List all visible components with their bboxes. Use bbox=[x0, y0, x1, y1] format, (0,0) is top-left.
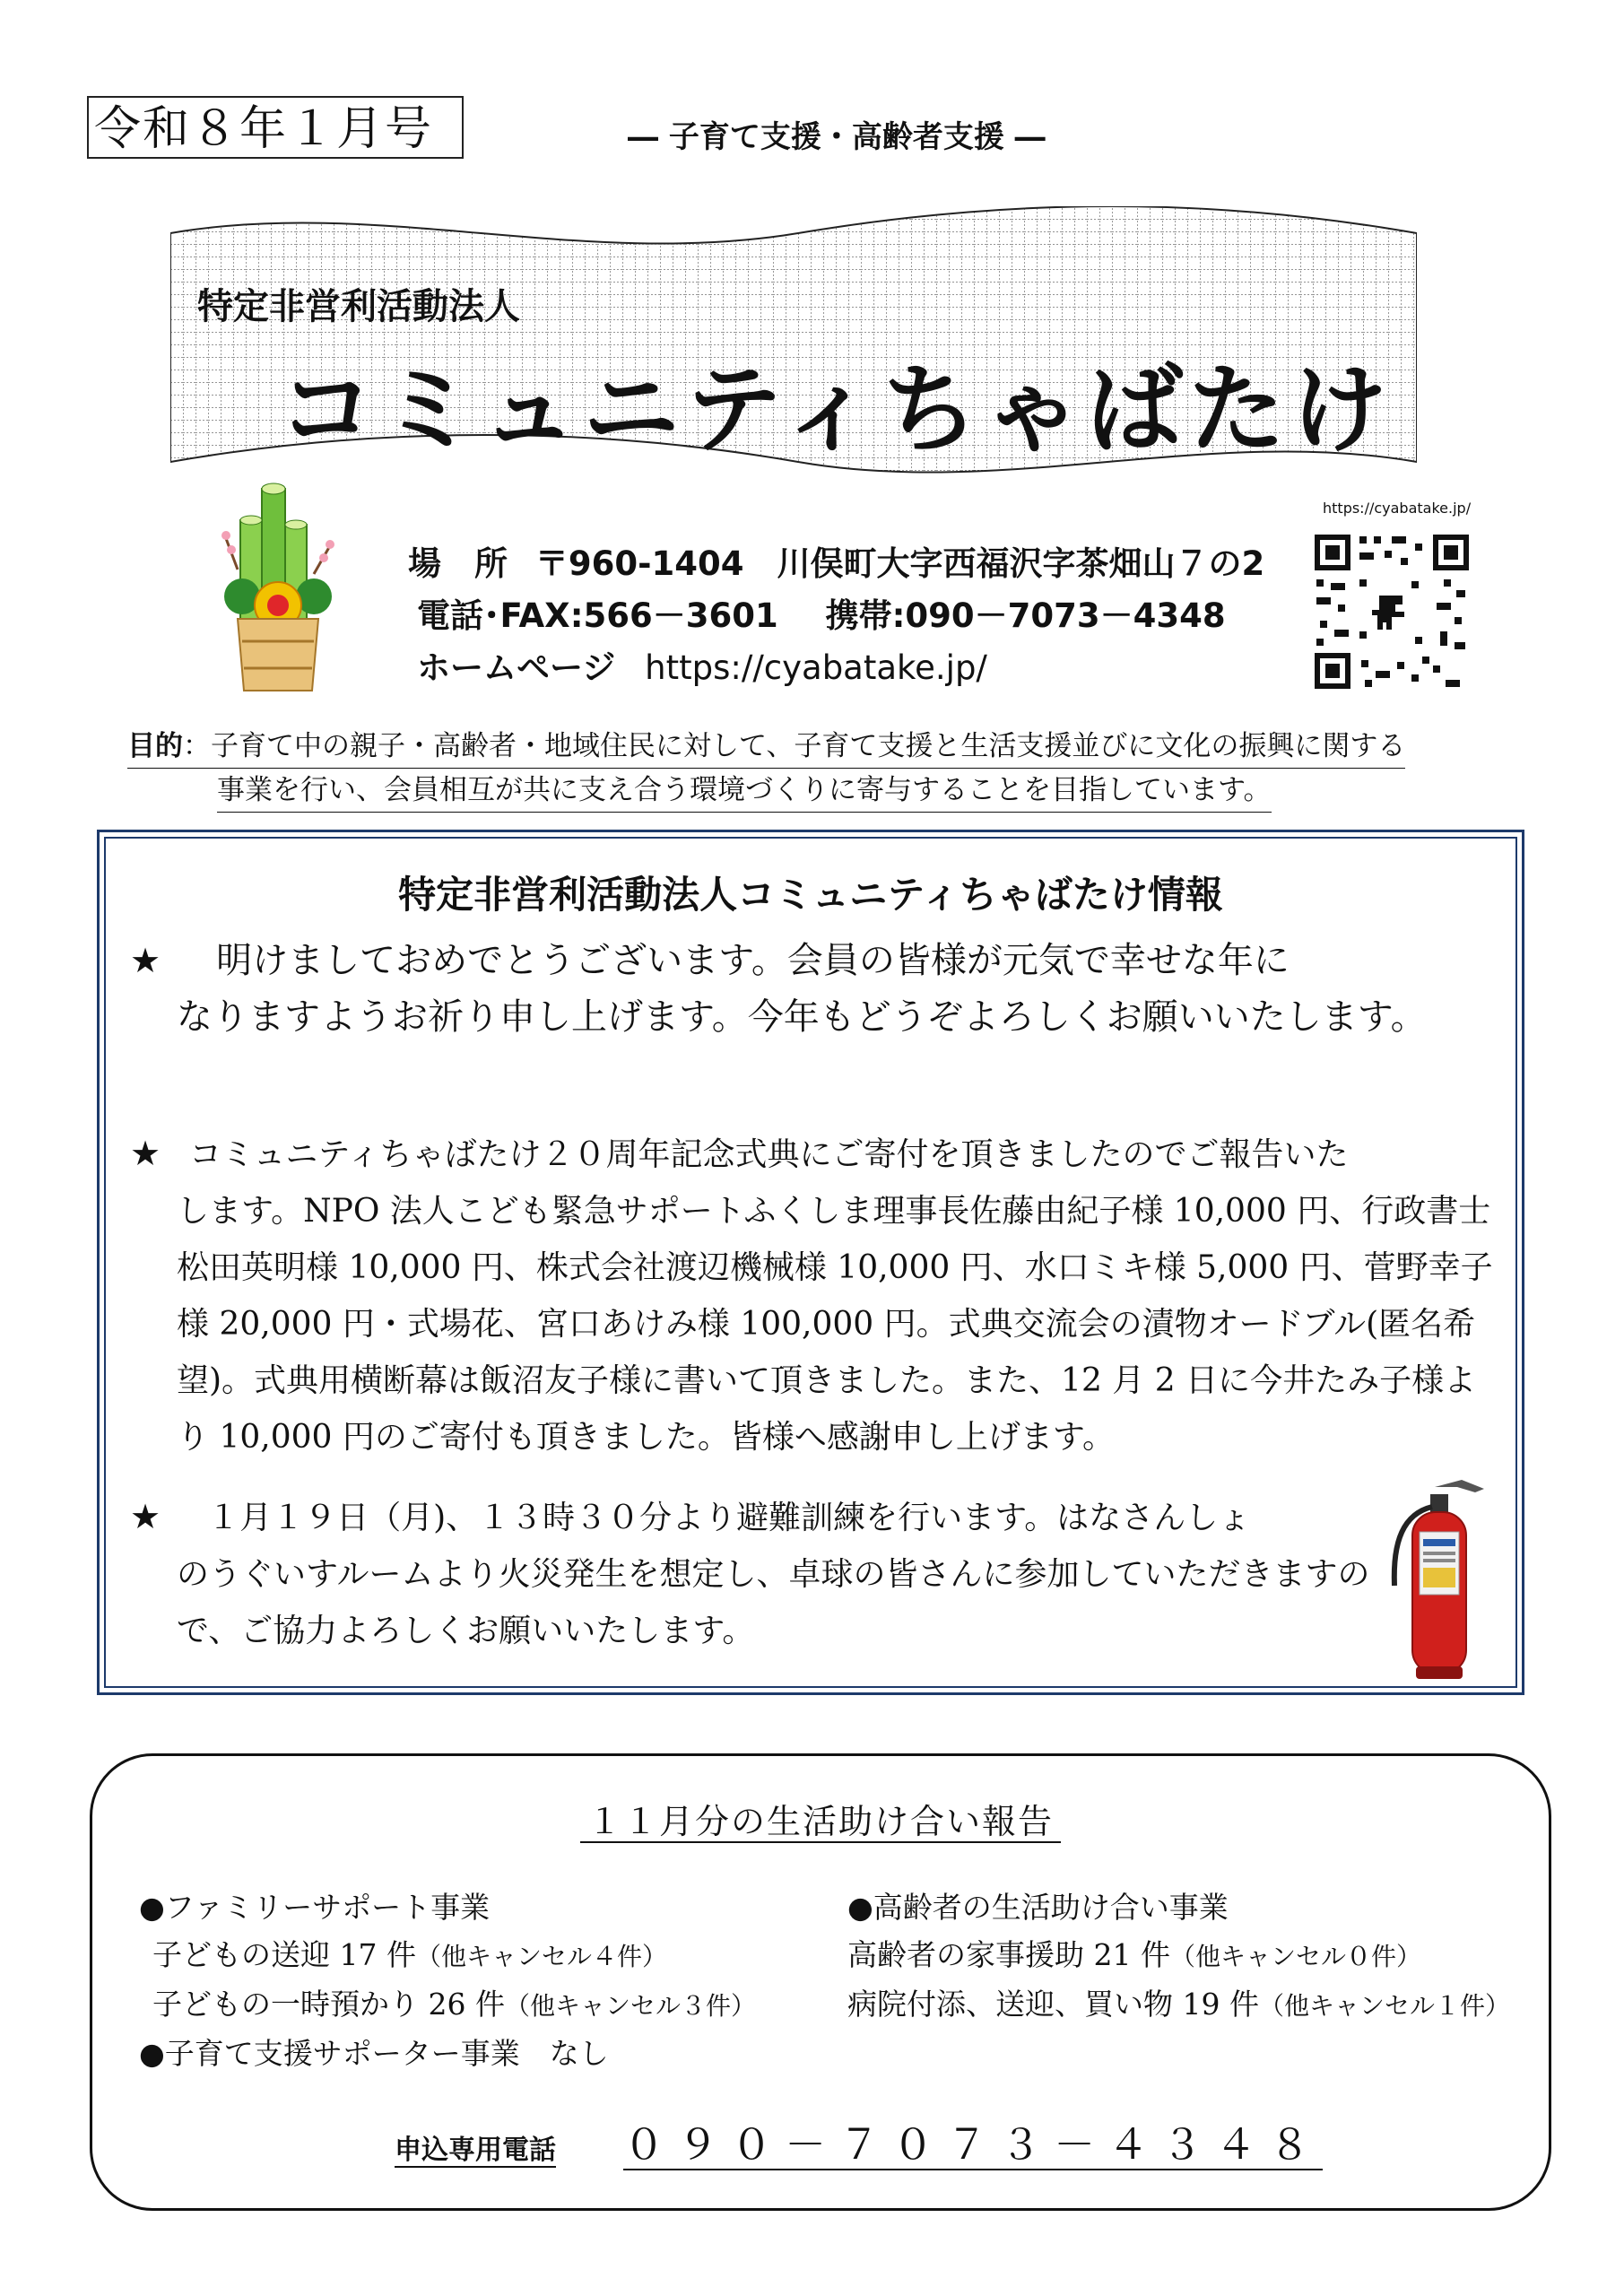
qr-code-icon bbox=[1311, 531, 1472, 692]
tagline: ― 子育て支援・高齢者支援 ― bbox=[628, 119, 1046, 155]
item2-text: します。NPO 法人こども緊急サポートふくしま理事長佐藤由紀子様 10,000 円、行政書士松田英明様 10,000 円、株式会社渡辺機械様 10,000 円、水口ミキ様 5,000 円、菅野幸子様 20,000 円・式場花、宮口あけみ様 100,000 円。式典交流会の漬物オードブル(匿名希望)。式典用横断幕は飯沼友子様に書いて頂きました。また、12 月 2 日に今井たみ子様より 10,000 円のご寄付も頂きました。皆様へ感謝申し上げます。 bbox=[177, 1193, 1493, 1456]
transport-row bbox=[139, 1931, 756, 1980]
hospital-cancel: （他キャンセル１件） bbox=[1258, 1991, 1510, 2021]
hospital-count: 病院付添、送迎、買い物 19 件 bbox=[847, 1987, 1259, 2022]
housework-cancel: （他キャンセル０件） bbox=[1169, 1942, 1421, 1971]
issue-label: 令和８年１月号 bbox=[87, 96, 464, 159]
housework-row bbox=[847, 1931, 1510, 1980]
item1-first-line: 明けましておめでとうございます。会員の皆様が元気で幸せな年に bbox=[216, 940, 1290, 981]
mobile-number: 携帯:090－7073－4348 bbox=[825, 596, 1226, 635]
fire-extinguisher-icon bbox=[1385, 1478, 1493, 1688]
item3-first-line: １月１９日（月)、１３時３０分より避難訓練を行います。はなさんしょ bbox=[207, 1500, 1251, 1536]
address: 〒960-1404 川俣町大字西福沢字茶畑山７の2 bbox=[534, 544, 1265, 583]
application-phone bbox=[395, 2112, 1323, 2171]
report-title-text: １１月分の生活助け合い報告 bbox=[580, 1802, 1061, 1843]
contact-block bbox=[408, 538, 1264, 694]
transport-count: 子どもの送迎 17 件 bbox=[152, 1937, 416, 1972]
childcare-supporter-heading: ●子育て支援サポーター事業 なし bbox=[139, 2036, 609, 2071]
place-label: 場 所 bbox=[408, 544, 508, 583]
info-item-evacuation-drill bbox=[130, 1489, 1376, 1659]
transport-cancel: （他キャンセル４件） bbox=[415, 1942, 667, 1971]
star-icon: ★ bbox=[130, 1497, 161, 1536]
homepage-line bbox=[408, 642, 1264, 694]
purpose-line-2: 事業を行い、会員相互が共に支え合う環境づくりに寄与することを目指しています。 bbox=[217, 769, 1272, 813]
qr-code[interactable] bbox=[1311, 531, 1472, 696]
homepage-link[interactable]: https://cyabatake.jp/ bbox=[645, 648, 987, 687]
org-type: 特定非営利活動法人 bbox=[197, 286, 520, 327]
homepage-label: ホームページ bbox=[417, 648, 616, 687]
temporary-care-row bbox=[139, 1980, 756, 2030]
elderly-support-column bbox=[847, 1883, 1510, 2030]
item3-text: のうぐいすルームより火災発生を想定し、卓球の皆さんに参加していただきますので、ご協力よろしくお願いいたします。 bbox=[177, 1556, 1370, 1649]
item1-text: なりますようお祈り申し上げます。今年もどうぞよろしくお願いいたします。 bbox=[177, 996, 1427, 1038]
temporary-care-cancel: （他キャンセル３件） bbox=[504, 1991, 756, 2021]
housework-count: 高齢者の家事援助 21 件 bbox=[847, 1937, 1170, 1972]
qr-caption: https://cyabatake.jp/ bbox=[1323, 500, 1472, 517]
phone-label: 申込専用電話 bbox=[395, 2135, 556, 2166]
hospital-row bbox=[847, 1980, 1510, 2030]
temporary-care-count: 子どもの一時預かり 26 件 bbox=[152, 1987, 505, 2022]
tel-fax: 電話･FAX:566－3601 bbox=[417, 596, 778, 635]
purpose-label: 目的 bbox=[127, 730, 183, 762]
info-item-donations bbox=[130, 1126, 1498, 1465]
kadomatsu-illustration bbox=[206, 471, 350, 699]
purpose-line-1: ：子育て中の親子・高齢者・地域住民に対して、子育て支援と生活支援並びに文化の振興に関する bbox=[183, 730, 1406, 762]
star-icon: ★ bbox=[130, 941, 161, 980]
report-title bbox=[90, 1794, 1551, 1843]
star-icon: ★ bbox=[130, 1134, 161, 1173]
org-name: コミュニティちゃばたけ bbox=[278, 354, 1394, 466]
elderly-heading: ●高齢者の生活助け合い事業 bbox=[847, 1890, 1229, 1925]
info-item-new-year bbox=[130, 933, 1493, 1046]
family-support-heading: ●ファミリーサポート事業 bbox=[139, 1890, 491, 1925]
item2-first-line: コミュニティちゃばたけ２０周年記念式典にご寄付を頂きましたのでご報告いた bbox=[189, 1136, 1349, 1173]
purpose-statement bbox=[127, 725, 1535, 813]
family-support-column bbox=[139, 1883, 756, 2077]
info-title: 特定非営利活動法人コミュニティちゃばたけ情報 bbox=[398, 873, 1223, 917]
phone-line bbox=[408, 590, 1264, 642]
phone-number[interactable]: ０９０－７０７３－４３４８ bbox=[623, 2120, 1324, 2169]
address-line bbox=[408, 538, 1264, 590]
